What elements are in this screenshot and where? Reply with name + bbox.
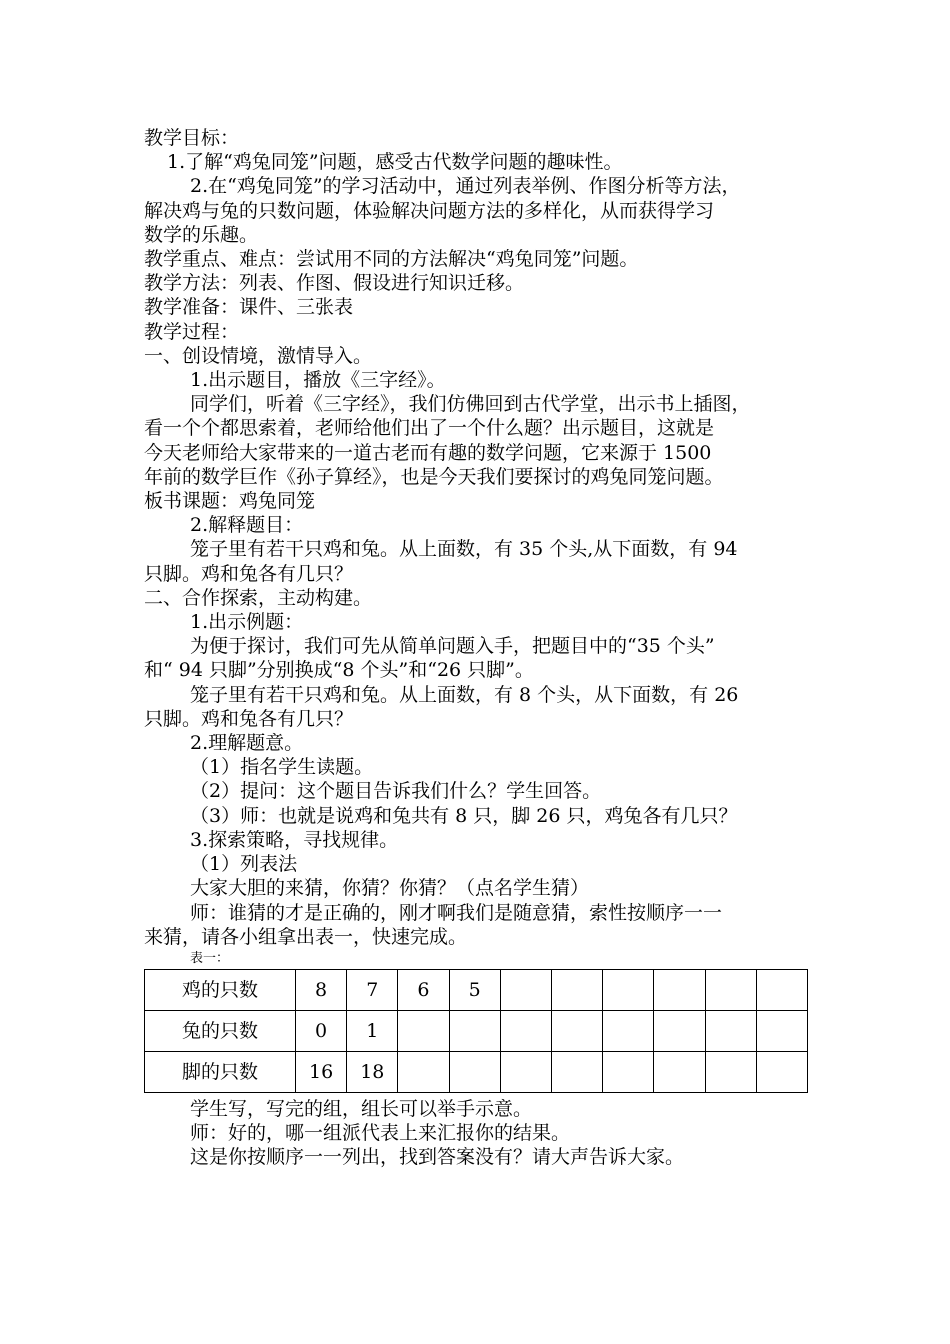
text-line: 今天老师给大家带来的一道古老而有趣的数学问题，它来源于 1500 (144, 441, 712, 464)
text-line: 1.了解“鸡兔同笼”问题，感受古代数学问题的趣味性。 (167, 151, 623, 174)
text-line: 教学目标： (144, 127, 240, 149)
document-page (144, 126, 810, 1170)
text-line: 一、创设情境，激情导入。 (144, 344, 373, 367)
text-line: （2）提问：这个题目告诉我们什么？学生回答。 (190, 780, 602, 803)
text-line: 来猜，请各小组拿出表一，快速完成。 (144, 925, 468, 948)
table-cell (654, 1010, 705, 1051)
table-cell: 1 (347, 1010, 398, 1051)
table-cell (449, 1010, 500, 1051)
table-cell (654, 1051, 705, 1092)
text-line: 看一个个都思索着，老师给他们出了一个什么题？出示题目，这就是 (144, 417, 715, 440)
table-cell: 5 (449, 969, 500, 1010)
table-cell (705, 969, 756, 1010)
table-cell (705, 1010, 756, 1051)
text-line: 2.在“鸡兔同笼”的学习活动中，通过列表举例、作图分析等方法， (190, 175, 741, 198)
table-cell (756, 969, 807, 1010)
text-line: 教学重点、难点：尝试用不同的方法解决“鸡兔同笼”问题。 (144, 248, 639, 271)
lesson-body (144, 126, 810, 949)
text-line: （1）列表法 (190, 853, 298, 876)
text-line: 板书课题：鸡兔同笼 (144, 490, 316, 513)
table-row (145, 1010, 808, 1051)
table-cell (551, 969, 602, 1010)
table-row (145, 969, 808, 1010)
table-cell (603, 1051, 654, 1092)
row-label: 兔的只数 (145, 1010, 296, 1051)
table-cell (398, 1010, 449, 1051)
text-line: （3）师：也就是说鸡和兔共有 8 只，脚 26 只，鸡兔各有几只？ (190, 804, 738, 827)
table-cell: 8 (296, 969, 347, 1010)
table-cell: 7 (347, 969, 398, 1010)
text-line: 为便于探讨，我们可先从简单问题入手，把题目中的“35 个头” (190, 635, 715, 658)
text-line: 二、合作探索，主动构建。 (144, 586, 373, 609)
text-line: 教学准备：课件、三张表 (144, 296, 354, 319)
lesson-body-after-table (144, 1097, 810, 1170)
text-line: 师：好的，哪一组派代表上来汇报你的结果。 (190, 1122, 571, 1145)
table-cell (500, 969, 551, 1010)
guess-table (144, 969, 808, 1093)
text-line: 只脚。鸡和兔各有几只？ (144, 707, 354, 730)
table-cell (449, 1051, 500, 1092)
table-row (145, 1051, 808, 1092)
table-cell (756, 1010, 807, 1051)
table-cell (551, 1051, 602, 1092)
table-cell (654, 969, 705, 1010)
text-line: 只脚。鸡和兔各有几只？ (144, 562, 354, 585)
table-cell (705, 1051, 756, 1092)
text-line: 同学们，听着《三字经》，我们仿佛回到古代学堂，出示书上插图， (190, 393, 751, 416)
table-cell (500, 1010, 551, 1051)
row-label: 脚的只数 (145, 1051, 296, 1092)
table-cell: 6 (398, 969, 449, 1010)
text-line: 教学过程： (144, 320, 240, 343)
table-cell: 0 (296, 1010, 347, 1051)
text-line: 笼子里有若干只鸡和兔。从上面数，有 35 个头,从下面数，有 94 (190, 538, 738, 561)
table-caption: 表一： (190, 950, 230, 966)
text-line: 1.出示题目，播放《三字经》。 (190, 369, 446, 392)
text-line: 2.解释题目： (190, 514, 304, 537)
table-cell: 16 (296, 1051, 347, 1092)
table-cell (500, 1051, 551, 1092)
text-line: 年前的数学巨作《孙子算经》，也是今天我们要探讨的鸡兔同笼问题。 (144, 465, 724, 488)
row-label: 鸡的只数 (145, 969, 296, 1010)
table-cell: 18 (347, 1051, 398, 1092)
table-cell (603, 969, 654, 1010)
text-line: 教学方法：列表、作图、假设进行知识迁移。 (144, 272, 525, 295)
text-line: 笼子里有若干只鸡和兔。从上面数，有 8 个头，从下面数，有 26 (190, 683, 739, 706)
text-line: 这是你按顺序一一列出，找到答案没有？请大声告诉大家。 (190, 1146, 685, 1169)
text-line: 解决鸡与兔的只数问题，体验解决问题方法的多样化，从而获得学习 (144, 199, 715, 222)
text-line: 1.出示例题： (190, 611, 304, 634)
text-line: 3.探索策略，寻找规律。 (190, 828, 399, 851)
text-line: 学生写，写完的组，组长可以举手示意。 (190, 1097, 533, 1120)
text-line: 和“ 94 只脚”分别换成“8 个头”和“26 只脚”。 (144, 659, 534, 682)
text-line: 师：谁猜的才是正确的，刚才啊我们是随意猜，索性按顺序一一 (190, 901, 723, 924)
table-cell (756, 1051, 807, 1092)
text-line: （1）指名学生读题。 (190, 756, 374, 779)
table-cell (551, 1010, 602, 1051)
table-cell (398, 1051, 449, 1092)
text-line: 大家大胆的来猜，你猜？你猜？（点名学生猜） (190, 877, 590, 900)
text-line: 2.理解题意。 (190, 732, 304, 755)
table-cell (603, 1010, 654, 1051)
text-line: 数学的乐趣。 (144, 223, 259, 246)
